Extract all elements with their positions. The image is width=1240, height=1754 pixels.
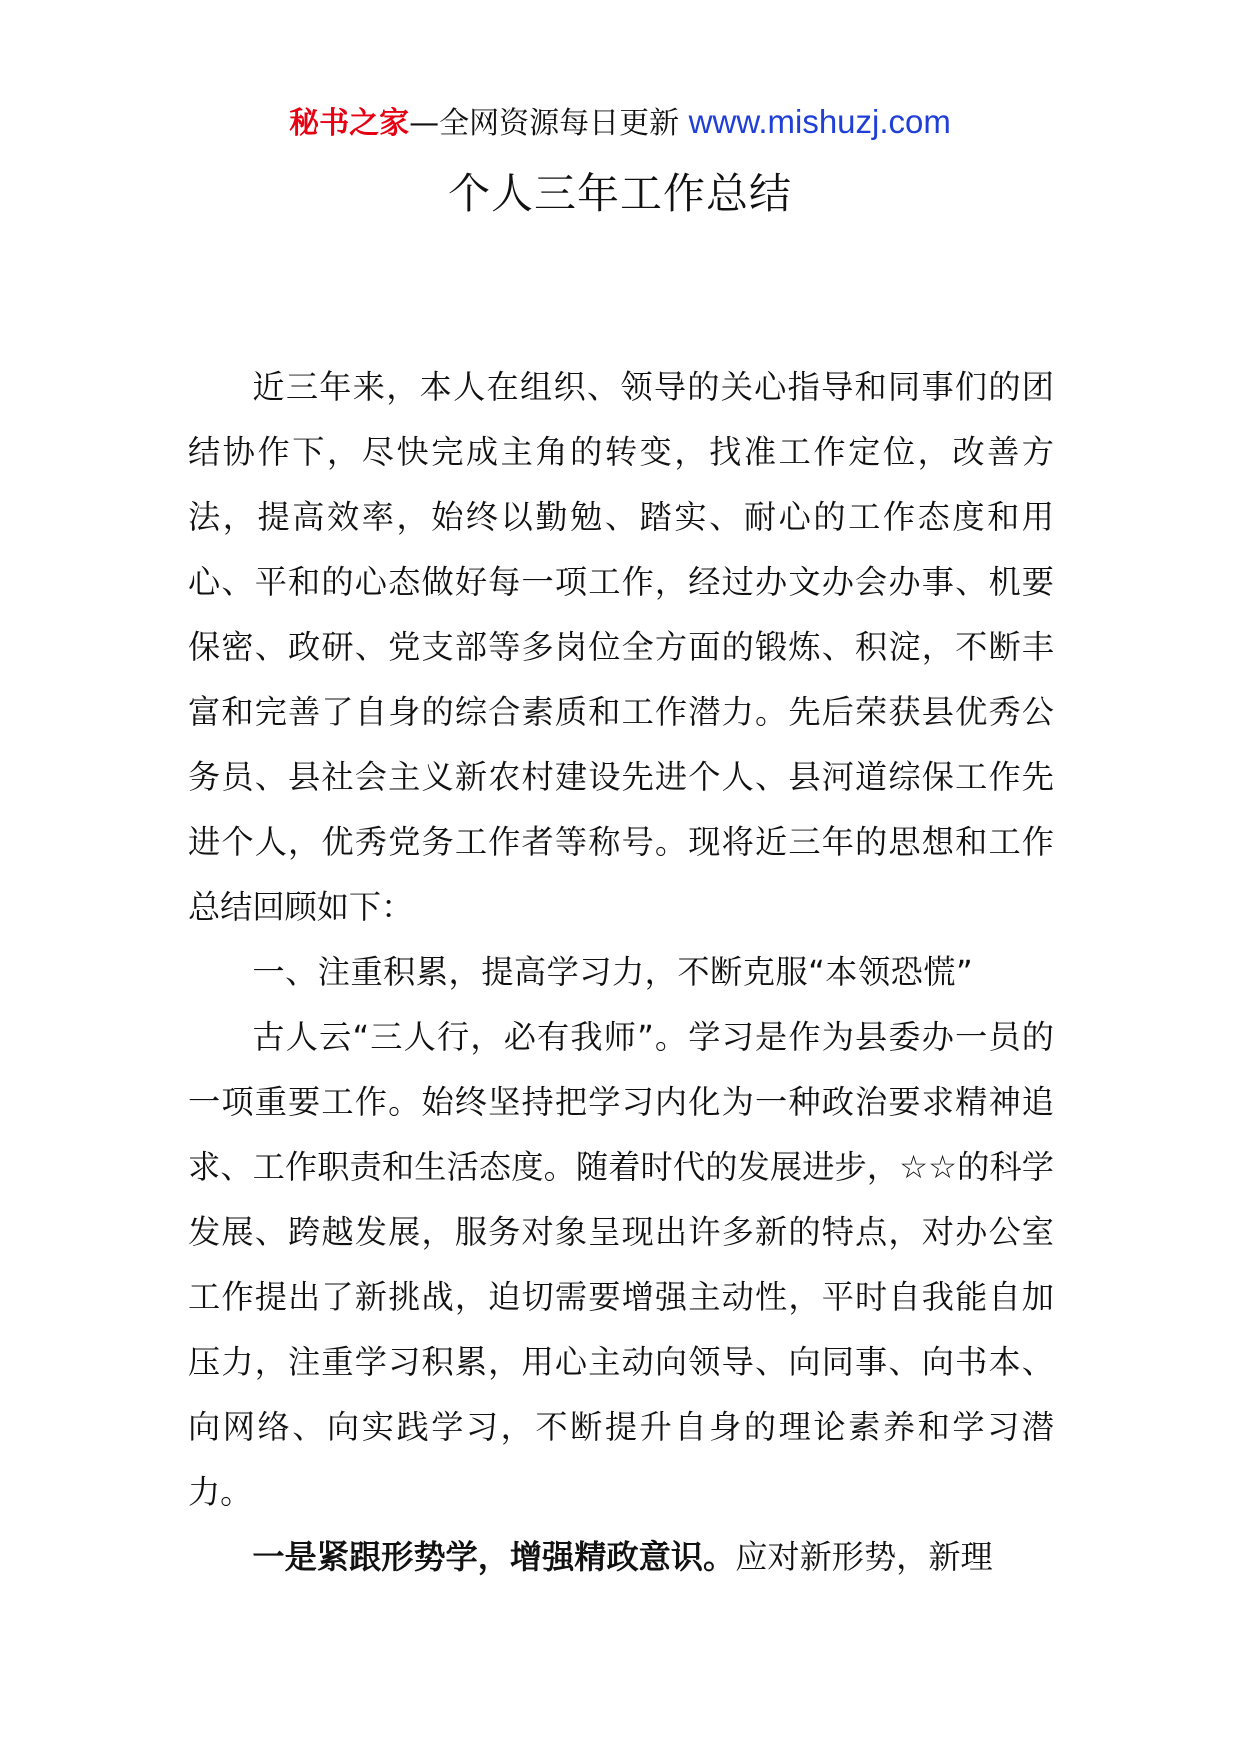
brand-name: 秘书之家 (289, 106, 410, 141)
point-text: 应对新形势，新理 (735, 1538, 993, 1576)
header-url-link[interactable]: www.mishuzj.com (688, 103, 951, 140)
point-paragraph (188, 1525, 1054, 1590)
watermark-header (0, 100, 1240, 146)
intro-paragraph: 近三年来，本人在组织、领导的关心指导和同事们的团结协作下，尽快完成主角的转变，找准工作定位，改善方法，提高效率，始终以勤勉、踏实、耐心的工作态度和用心、平和的心态做好每一项工作，经过办文办会办事、机要保密、政研、党支部等多岗位全方面的锻炼、积淀，不断丰富和完善了自身的综合素质和工作潜力。先后荣获县优秀公务员、县社会主义新农村建设先进个人、县河道综保工作先进个人，优秀党务工作者等称号。现将近三年的思想和工作总结回顾如下： (188, 368, 1054, 926)
point-lead: 一是紧跟形势学，增强精政意识。 (252, 1538, 736, 1576)
header-tagline: —全网资源每日更新 (409, 106, 689, 141)
document-body (188, 355, 1054, 1590)
section-heading: 一、注重积累，提高学习力，不断克服“本领恐慌” (252, 953, 974, 991)
document-title: 个人三年工作总结 (447, 169, 792, 218)
section-paragraph: 古人云“三人行，必有我师”。学习是作为县委办一员的一项重要工作。始终坚持把学习内化为一种政治要求精神追求、工作职责和生活态度。随着时代的发展进步，☆☆的科学发展、跨越发展，服务对象呈现出许多新的特点，对办公室工作提出了新挑战，迫切需要增强主动性，平时自我能自加压力，注重学习积累，用心主动向领导、向同事、向书本、向网络、向实践学习，不断提升自身的理论素养和学习潜力。 (188, 1018, 1054, 1511)
